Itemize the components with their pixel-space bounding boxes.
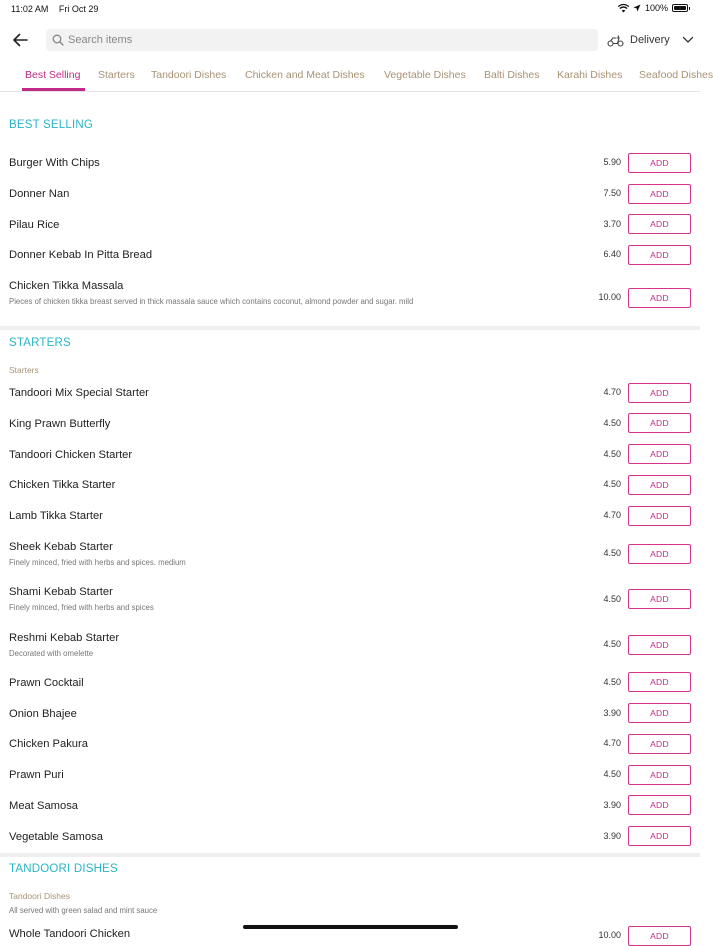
- menu-item-name: Shami Kebab Starter: [9, 586, 113, 598]
- add-button[interactable]: ADD: [628, 765, 691, 785]
- add-button[interactable]: ADD: [628, 826, 691, 846]
- add-button[interactable]: ADD: [628, 635, 691, 655]
- tab-seafood-dishes[interactable]: Seafood Dishes: [639, 69, 713, 81]
- menu-item-price: 4.70: [603, 387, 621, 397]
- add-button[interactable]: ADD: [628, 795, 691, 815]
- menu-item-description: Finely minced, fried with herbs and spices: [9, 603, 154, 612]
- add-button[interactable]: ADD: [628, 245, 691, 265]
- battery-icon: [672, 4, 688, 12]
- tab-tandoori-dishes[interactable]: Tandoori Dishes: [151, 69, 227, 81]
- active-tab-indicator: [22, 88, 85, 91]
- back-button[interactable]: [10, 30, 30, 50]
- menu-item-name: Chicken Tikka Massala: [9, 280, 124, 292]
- section-divider: [0, 326, 700, 330]
- menu-item-price: 3.90: [603, 831, 621, 841]
- menu-item-name: Burger With Chips: [9, 157, 100, 169]
- tab-chicken-and-meat-dishes[interactable]: Chicken and Meat Dishes: [245, 69, 365, 81]
- status-bar: [0, 0, 700, 18]
- subsection-label: Starters: [9, 365, 39, 375]
- menu-item-price: 3.90: [603, 708, 621, 718]
- menu-item-name: Tandoori Chicken Starter: [9, 449, 133, 461]
- section-title-starters: STARTERS: [9, 337, 71, 349]
- header: [0, 26, 700, 54]
- tab-best-selling[interactable]: Best Selling: [25, 69, 81, 81]
- menu-item-price: 4.50: [603, 479, 621, 489]
- tab-karahi-dishes[interactable]: Karahi Dishes: [557, 69, 623, 81]
- menu-item-name: Tandoori Mix Special Starter: [9, 387, 149, 399]
- menu-item-description: Pieces of chicken tikka breast served in thick massala sauce which contains coconut, almond powder and sugar. mild: [9, 297, 414, 306]
- menu-item-price: 4.50: [603, 548, 621, 558]
- menu-item-name: Onion Bhajee: [9, 708, 77, 720]
- menu-item-price: 3.70: [603, 219, 621, 229]
- menu-item-name: Prawn Puri: [9, 769, 64, 781]
- add-button[interactable]: ADD: [628, 589, 691, 609]
- add-button[interactable]: ADD: [628, 734, 691, 754]
- delivery-selector[interactable]: [607, 30, 694, 50]
- scooter-icon: [607, 34, 624, 47]
- menu-item-name: Sheek Kebab Starter: [9, 541, 113, 553]
- menu-item-name: Pilau Rice: [9, 219, 60, 231]
- menu-item-description: Finely minced, fried with herbs and spices. medium: [9, 558, 186, 567]
- tab-balti-dishes[interactable]: Balti Dishes: [484, 69, 540, 81]
- menu-item-name: King Prawn Butterfly: [9, 418, 111, 430]
- delivery-label: Delivery: [630, 34, 670, 46]
- add-button[interactable]: ADD: [628, 703, 691, 723]
- section-note: All served with green salad and mint sauce: [9, 906, 158, 915]
- battery-percentage: 100%: [644, 3, 668, 13]
- menu-item-price: 5.90: [603, 157, 621, 167]
- menu-item-name: Chicken Tikka Starter: [9, 479, 116, 491]
- add-button[interactable]: ADD: [628, 544, 691, 564]
- status-time: 11:02 AM: [11, 4, 49, 14]
- tab-vegetable-dishes[interactable]: Vegetable Dishes: [384, 69, 466, 81]
- add-button[interactable]: ADD: [628, 926, 691, 946]
- section-title-best-selling: BEST SELLING: [9, 119, 94, 131]
- menu-item-price: 4.50: [603, 769, 621, 779]
- search-icon: [52, 34, 64, 46]
- menu-item-name: Donner Kebab In Pitta Bread: [9, 249, 153, 261]
- menu-item-name: Vegetable Samosa: [9, 831, 103, 843]
- menu-item-price: 10.00: [598, 930, 621, 940]
- menu-item-price: 10.00: [598, 292, 621, 302]
- add-button[interactable]: ADD: [628, 444, 691, 464]
- menu-item-price: 4.70: [603, 510, 621, 520]
- add-button[interactable]: ADD: [628, 153, 691, 173]
- menu-item-price: 4.50: [603, 418, 621, 428]
- tab-starters[interactable]: Starters: [98, 69, 135, 81]
- menu-item-name: Lamb Tikka Starter: [9, 510, 103, 522]
- menu-item-name: Whole Tandoori Chicken: [9, 928, 131, 940]
- menu-item-price: 4.50: [603, 639, 621, 649]
- location-arrow-icon: [633, 4, 641, 12]
- section-title-tandoori-dishes: TANDOORI DISHES: [9, 863, 118, 875]
- menu-item-name: Chicken Pakura: [9, 738, 88, 750]
- search-input[interactable]: [68, 34, 568, 46]
- menu-item-price: 4.70: [603, 738, 621, 748]
- home-indicator[interactable]: [243, 925, 458, 929]
- add-button[interactable]: ADD: [628, 214, 691, 234]
- menu-item-description: Decorated with omelette: [9, 649, 94, 658]
- menu-item-price: 6.40: [603, 249, 621, 259]
- menu-item-name: Donner Nan: [9, 188, 70, 200]
- section-divider: [0, 853, 700, 857]
- menu-item-price: 3.90: [603, 800, 621, 810]
- add-button[interactable]: ADD: [628, 288, 691, 308]
- add-button[interactable]: ADD: [628, 506, 691, 526]
- menu-item-price: 4.50: [603, 449, 621, 459]
- add-button[interactable]: ADD: [628, 413, 691, 433]
- wifi-icon: [618, 4, 629, 13]
- menu-item-name: Reshmi Kebab Starter: [9, 632, 120, 644]
- menu-item-price: 4.50: [603, 677, 621, 687]
- back-arrow-icon: [12, 33, 28, 47]
- category-tabs: [0, 62, 713, 92]
- menu-item-name: Meat Samosa: [9, 800, 79, 812]
- subsection-label: Tandoori Dishes: [9, 891, 70, 901]
- menu-item-name: Prawn Cocktail: [9, 677, 84, 689]
- chevron-down-icon: [682, 36, 694, 44]
- add-button[interactable]: ADD: [628, 184, 691, 204]
- add-button[interactable]: ADD: [628, 383, 691, 403]
- menu-item-price: 4.50: [603, 594, 621, 604]
- status-date: Fri Oct 29: [58, 4, 99, 14]
- add-button[interactable]: ADD: [628, 672, 691, 692]
- menu-item-price: 7.50: [603, 188, 621, 198]
- add-button[interactable]: ADD: [628, 475, 691, 495]
- search-bar[interactable]: [46, 29, 598, 51]
